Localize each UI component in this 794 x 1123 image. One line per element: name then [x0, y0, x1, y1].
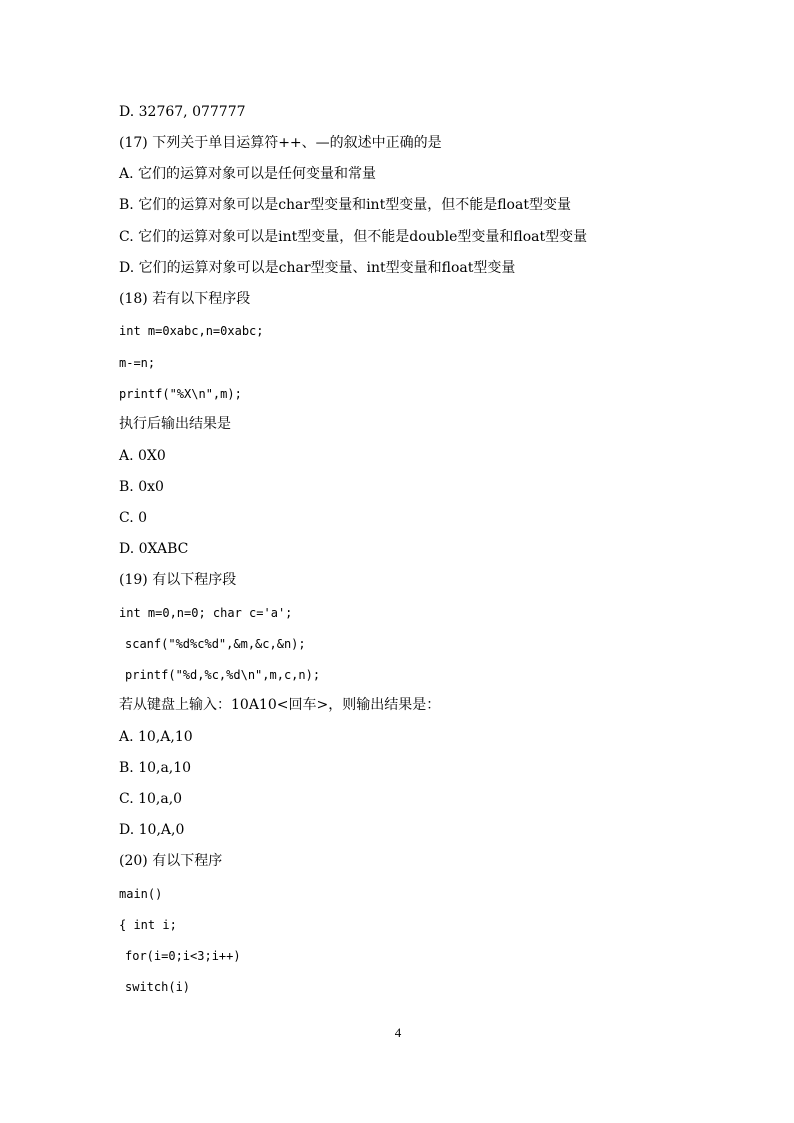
option-c-17: C. 它们的运算对象可以是int型变量，但不能是double型变量和float型变量 [119, 229, 588, 245]
question-20: (20) 有以下程序 [119, 853, 223, 869]
question-18: (18) 若有以下程序段 [119, 291, 251, 307]
question-19-prompt: 若从键盘上输入：10A10<回车>，则输出结果是： [119, 697, 441, 713]
code-line: for(i=0;i<3;i++) [125, 949, 241, 963]
option-a-17: A. 它们的运算对象可以是任何变量和常量 [119, 166, 377, 182]
option-d-18: D. 0XABC [119, 541, 189, 557]
code-line: int m=0,n=0; char c='a'; [119, 606, 293, 620]
option-a-19: A. 10,A,10 [119, 729, 193, 745]
option-c-19: C. 10,a,0 [119, 791, 183, 807]
code-line: m-=n; [119, 356, 156, 370]
question-17: (17) 下列关于单目运算符++、—的叙述中正确的是 [119, 135, 442, 151]
question-18-prompt: 执行后输出结果是 [119, 416, 231, 432]
question-19: (19) 有以下程序段 [119, 572, 237, 588]
option-d-17: D. 它们的运算对象可以是char型变量、int型变量和float型变量 [119, 260, 516, 276]
code-line: int m=0xabc,n=0xabc; [119, 324, 264, 338]
code-line: { int i; [119, 918, 177, 932]
code-line: printf("%d,%c,%d\n",m,c,n); [125, 668, 321, 682]
code-line: main() [119, 887, 163, 901]
code-line: switch(i) [125, 980, 191, 994]
code-line: printf("%X\n",m); [119, 387, 242, 401]
option-b-18: B. 0x0 [119, 479, 164, 495]
option-b-17: B. 它们的运算对象可以是char型变量和int型变量，但不能是float型变量 [119, 197, 571, 213]
option-d-19: D. 10,A,0 [119, 822, 185, 838]
code-line: scanf("%d%c%d",&m,&c,&n); [125, 637, 306, 651]
option-d-16: D. 32767, 077777 [119, 104, 246, 120]
option-c-18: C. 0 [119, 510, 148, 526]
option-a-18: A. 0X0 [119, 448, 166, 464]
option-b-19: B. 10,a,10 [119, 760, 192, 776]
page-number: 4 [394, 1025, 402, 1040]
